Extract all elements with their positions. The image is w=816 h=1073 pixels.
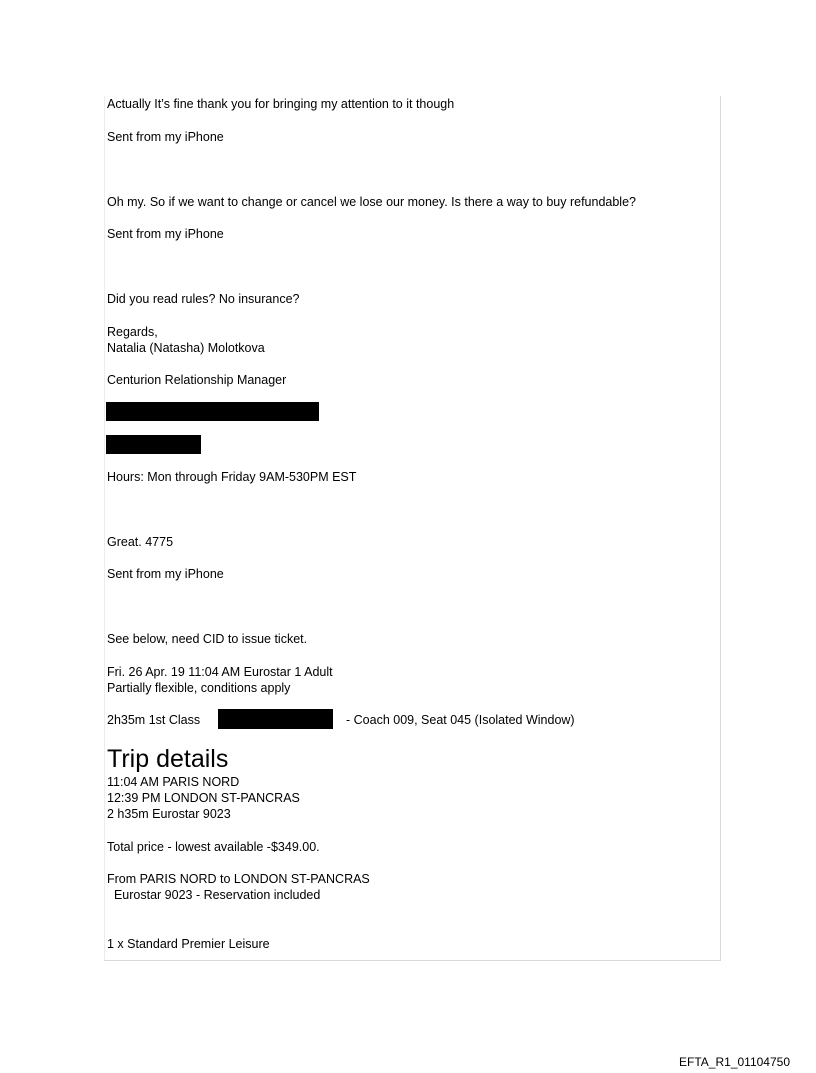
message-text: Did you read rules? No insurance?: [107, 292, 300, 306]
arrive-line: 12:39 PM LONDON ST-PANCRAS: [107, 791, 300, 805]
trip-details-heading: Trip details: [107, 745, 229, 773]
sender-name: Natalia (Natasha) Molotkova: [107, 341, 265, 355]
message-text: See below, need CID to issue ticket.: [107, 632, 308, 646]
regards-text: Regards,: [107, 325, 158, 339]
message-text: Great. 4775: [107, 535, 174, 549]
duration-line: 2 h35m Eurostar 9023: [107, 807, 231, 821]
signature-text: Sent from my iPhone: [107, 130, 224, 144]
signature-text: Sent from my iPhone: [107, 567, 224, 581]
class-suffix: - Coach 009, Seat 045 (Isolated Window): [346, 713, 575, 727]
depart-line: 11:04 AM PARIS NORD: [107, 775, 240, 789]
train-line: Eurostar 9023 - Reservation included: [107, 888, 321, 902]
hours-text: Hours: Mon through Friday 9AM-530PM EST: [107, 470, 357, 484]
redaction-bar: [106, 435, 201, 454]
redaction-bar: [218, 709, 333, 729]
booking-flex-line: Partially flexible, conditions apply: [107, 681, 291, 695]
route-line: From PARIS NORD to LONDON ST-PANCRAS: [107, 872, 370, 886]
message-frame: [104, 96, 721, 961]
redaction-bar: [106, 402, 319, 421]
message-text: Oh my. So if we want to change or cancel we lose our money. Is there a way to buy refundable?: [107, 195, 636, 209]
booking-date-line: Fri. 26 Apr. 19 11:04 AM Eurostar 1 Adult: [107, 665, 333, 679]
fare-line: 1 x Standard Premier Leisure: [107, 937, 270, 951]
document-id: EFTA_R1_01104750: [679, 1055, 790, 1069]
signature-text: Sent from my iPhone: [107, 227, 224, 241]
sender-role: Centurion Relationship Manager: [107, 373, 287, 387]
total-price: Total price - lowest available -$349.00.: [107, 840, 320, 854]
class-prefix: 2h35m 1st Class: [107, 713, 201, 727]
message-text: Actually It’s fine thank you for bringing my attention to it though: [107, 97, 455, 111]
